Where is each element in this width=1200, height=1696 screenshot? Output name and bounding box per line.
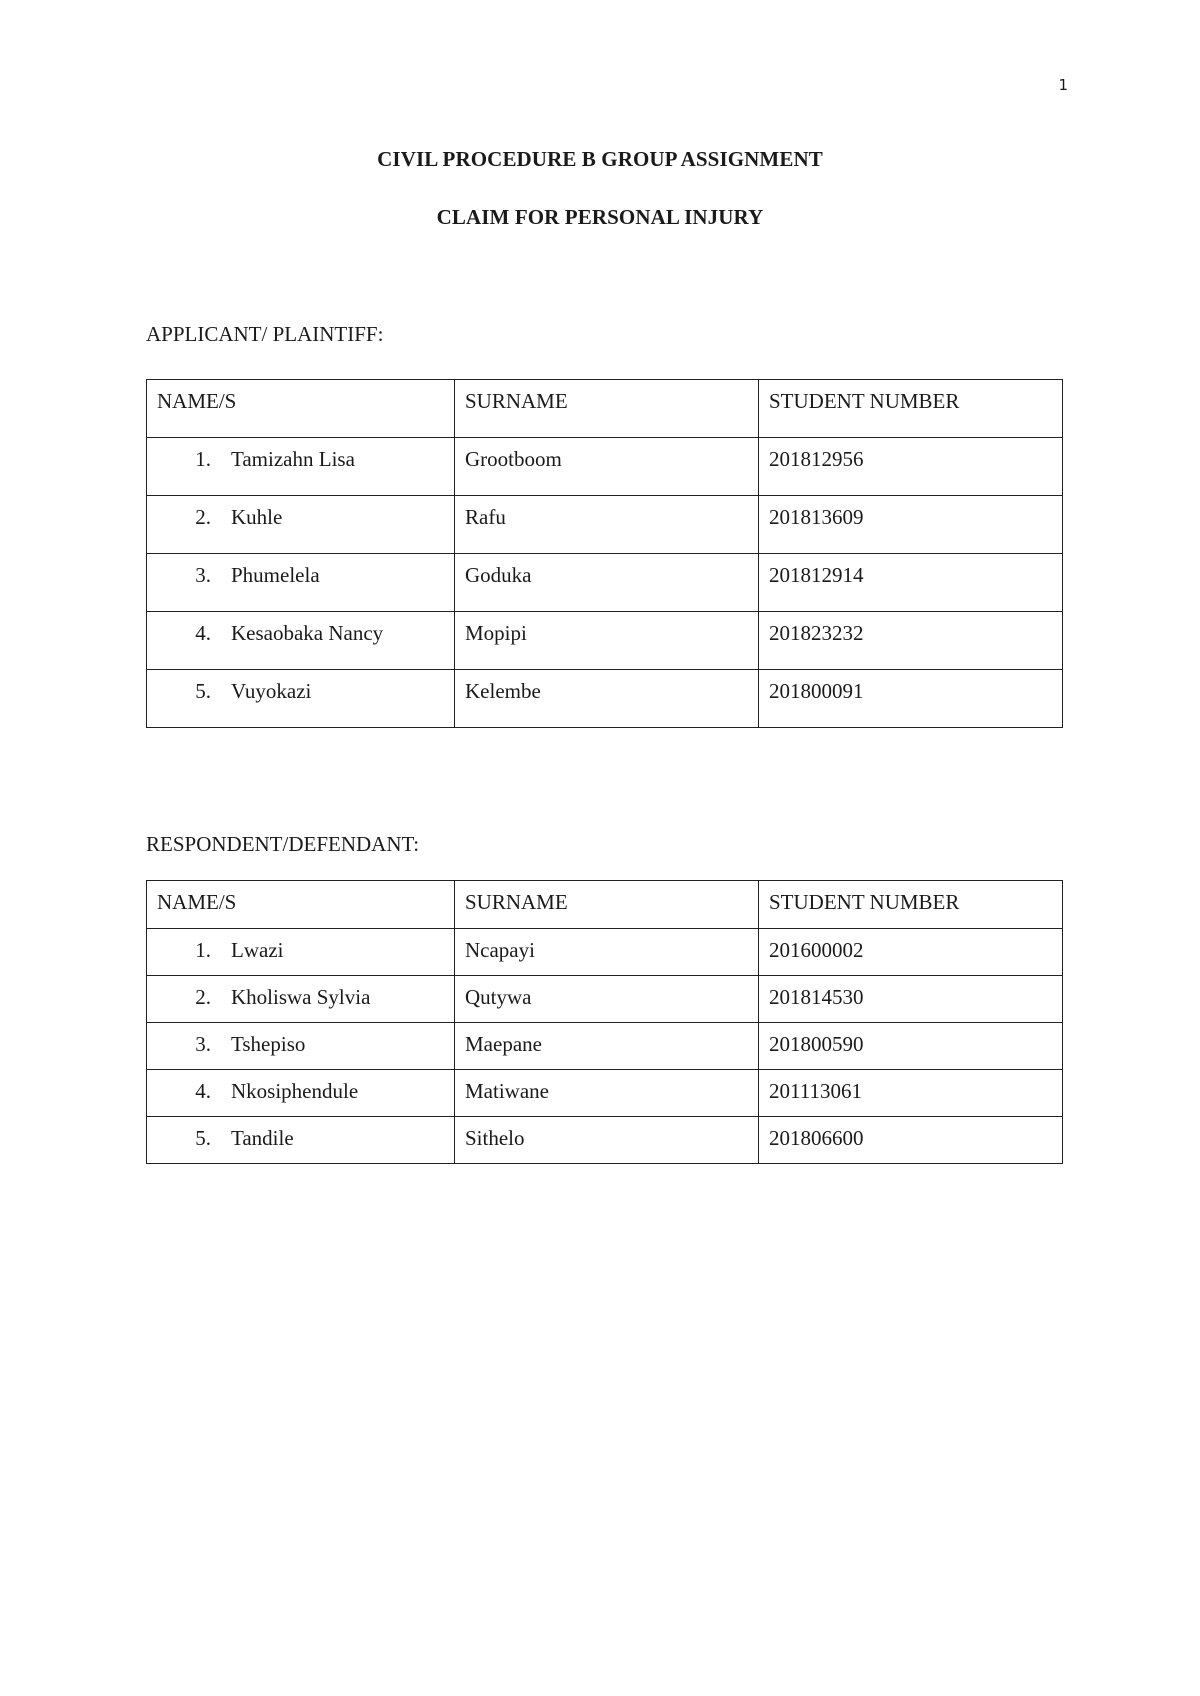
name-cell bbox=[147, 929, 455, 976]
surname-cell: Sithelo bbox=[455, 1117, 759, 1164]
surname-cell: Mopipi bbox=[455, 612, 759, 670]
header-student-number: STUDENT NUMBER bbox=[759, 881, 1063, 929]
list-number: 3. bbox=[195, 563, 211, 587]
surname-cell: Qutywa bbox=[455, 976, 759, 1023]
name-text: Lwazi bbox=[231, 938, 284, 962]
surname-cell: Goduka bbox=[455, 554, 759, 612]
student-number-cell: 201806600 bbox=[759, 1117, 1063, 1164]
list-number: 1. bbox=[195, 447, 211, 471]
table-row bbox=[147, 976, 1063, 1023]
name-text: Tandile bbox=[231, 1126, 294, 1150]
student-number-cell: 201813609 bbox=[759, 496, 1063, 554]
name-cell bbox=[147, 496, 455, 554]
surname-cell: Grootboom bbox=[455, 438, 759, 496]
list-number: 4. bbox=[195, 1079, 211, 1103]
name-text: Kuhle bbox=[231, 505, 283, 529]
name-text: Tshepiso bbox=[231, 1032, 306, 1056]
list-number: 2. bbox=[195, 985, 211, 1009]
student-number-cell: 201812956 bbox=[759, 438, 1063, 496]
table-row bbox=[147, 496, 1063, 554]
table-row bbox=[147, 438, 1063, 496]
table-row bbox=[147, 1117, 1063, 1164]
table-row bbox=[147, 554, 1063, 612]
name-text: Phumelela bbox=[231, 563, 320, 587]
list-number: 3. bbox=[195, 1032, 211, 1056]
student-number-cell: 201600002 bbox=[759, 929, 1063, 976]
table-header-row bbox=[147, 881, 1063, 929]
document-title: CIVIL PROCEDURE B GROUP ASSIGNMENT bbox=[377, 147, 823, 171]
list-number: 5. bbox=[195, 679, 211, 703]
name-cell bbox=[147, 1023, 455, 1070]
header-names: NAME/S bbox=[147, 881, 455, 929]
surname-cell: Rafu bbox=[455, 496, 759, 554]
respondent-label: RESPONDENT/DEFENDANT: bbox=[146, 832, 420, 856]
name-text: Kesaobaka Nancy bbox=[231, 621, 384, 645]
name-text: Vuyokazi bbox=[231, 679, 312, 703]
applicant-table bbox=[146, 379, 1063, 728]
surname-cell: Matiwane bbox=[455, 1070, 759, 1117]
list-number: 4. bbox=[195, 621, 211, 645]
list-number: 1. bbox=[195, 938, 211, 962]
table-row bbox=[147, 1070, 1063, 1117]
page-number: 1 bbox=[1058, 76, 1068, 94]
table-row bbox=[147, 670, 1063, 728]
surname-cell: Maepane bbox=[455, 1023, 759, 1070]
table-header-row bbox=[147, 380, 1063, 438]
student-number-cell: 201800590 bbox=[759, 1023, 1063, 1070]
student-number-cell: 201812914 bbox=[759, 554, 1063, 612]
student-number-cell: 201800091 bbox=[759, 670, 1063, 728]
table-row bbox=[147, 929, 1063, 976]
respondent-table bbox=[146, 880, 1063, 1164]
name-cell bbox=[147, 438, 455, 496]
list-number: 2. bbox=[195, 505, 211, 529]
name-text: Nkosiphendule bbox=[231, 1079, 359, 1103]
name-cell bbox=[147, 670, 455, 728]
name-cell bbox=[147, 1070, 455, 1117]
header-student-number: STUDENT NUMBER bbox=[759, 380, 1063, 438]
list-number: 5. bbox=[195, 1126, 211, 1150]
header-surname: SURNAME bbox=[455, 881, 759, 929]
name-text: Tamizahn Lisa bbox=[231, 447, 355, 471]
table-row bbox=[147, 1023, 1063, 1070]
student-number-cell: 201823232 bbox=[759, 612, 1063, 670]
header-surname: SURNAME bbox=[455, 380, 759, 438]
student-number-cell: 201113061 bbox=[759, 1070, 1063, 1117]
name-cell bbox=[147, 612, 455, 670]
name-cell bbox=[147, 1117, 455, 1164]
applicant-label: APPLICANT/ PLAINTIFF: bbox=[146, 322, 384, 346]
name-text: Kholiswa Sylvia bbox=[231, 985, 371, 1009]
surname-cell: Kelembe bbox=[455, 670, 759, 728]
document-subtitle: CLAIM FOR PERSONAL INJURY bbox=[436, 205, 764, 229]
header-names: NAME/S bbox=[147, 380, 455, 438]
name-cell bbox=[147, 554, 455, 612]
name-cell bbox=[147, 976, 455, 1023]
table-row bbox=[147, 612, 1063, 670]
surname-cell: Ncapayi bbox=[455, 929, 759, 976]
student-number-cell: 201814530 bbox=[759, 976, 1063, 1023]
